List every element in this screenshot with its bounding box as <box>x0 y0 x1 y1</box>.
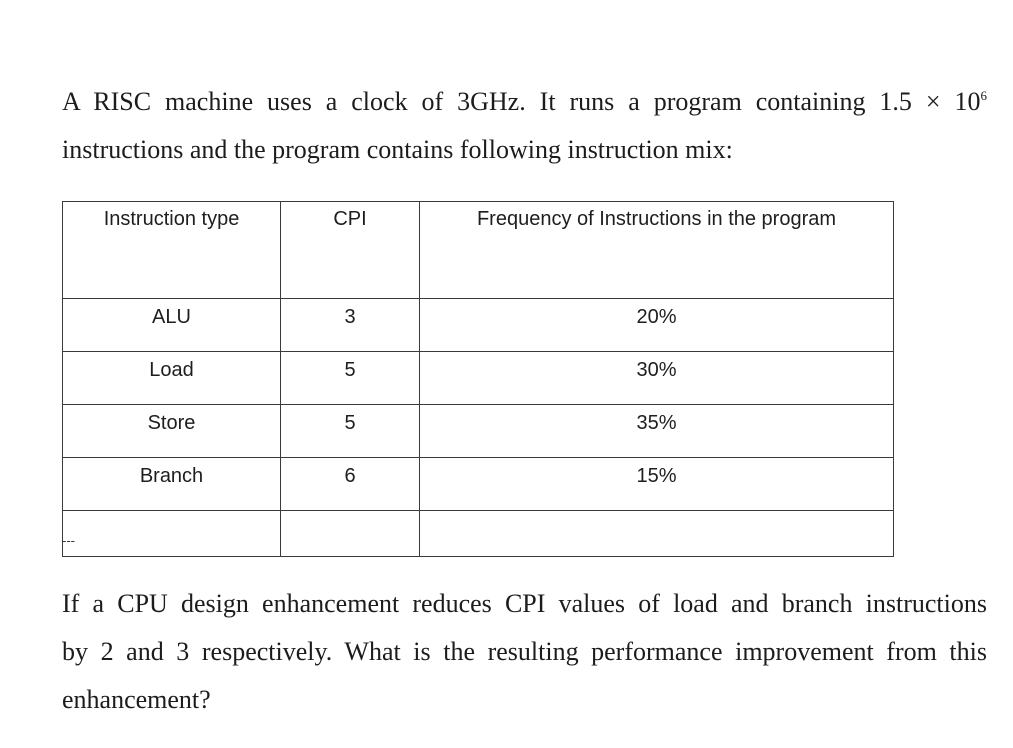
table-empty-row <box>63 511 894 557</box>
question-line-3: enhancement? <box>62 685 211 714</box>
intro-paragraph <box>62 78 987 174</box>
cell-frequency: 30% <box>420 352 894 405</box>
empty-cell <box>63 511 281 557</box>
exponent: 6 <box>980 88 987 103</box>
cell-frequency: 20% <box>420 299 894 352</box>
cell-frequency: 15% <box>420 458 894 511</box>
cell-cpi: 6 <box>281 458 420 511</box>
intro-line-2: instructions and the program contains following instruction mix: <box>62 135 733 164</box>
question-line-1: If a CPU design enhancement reduces CPI values of load and branch instructions <box>62 589 987 618</box>
table-row <box>63 299 894 352</box>
table-row <box>63 352 894 405</box>
intro-line-1: A RISC machine uses a clock of 3GHz. It runs a program containing $1.5 \times 10^6$ <box>62 87 987 116</box>
cell-cpi: 5 <box>281 405 420 458</box>
question-line-2: by 2 and 3 respectively. What is the resulting performance improvement from this <box>62 637 987 666</box>
header-frequency: Frequency of Instructions in the program <box>420 202 894 299</box>
table-row <box>63 458 894 511</box>
header-instruction-type: Instruction type <box>63 202 281 299</box>
header-cpi: CPI <box>281 202 420 299</box>
cell-cpi: 5 <box>281 352 420 405</box>
cell-cpi: 3 <box>281 299 420 352</box>
cell-type: Store <box>63 405 281 458</box>
cell-frequency: 35% <box>420 405 894 458</box>
table-row <box>63 405 894 458</box>
question-paragraph <box>62 580 987 724</box>
empty-cell <box>281 511 420 557</box>
cell-type: Branch <box>63 458 281 511</box>
empty-cell <box>420 511 894 557</box>
instruction-mix-table <box>62 201 894 557</box>
separator-text: --- <box>62 533 75 548</box>
cell-type: Load <box>63 352 281 405</box>
cell-type: ALU <box>63 299 281 352</box>
table-header-row <box>63 202 894 299</box>
